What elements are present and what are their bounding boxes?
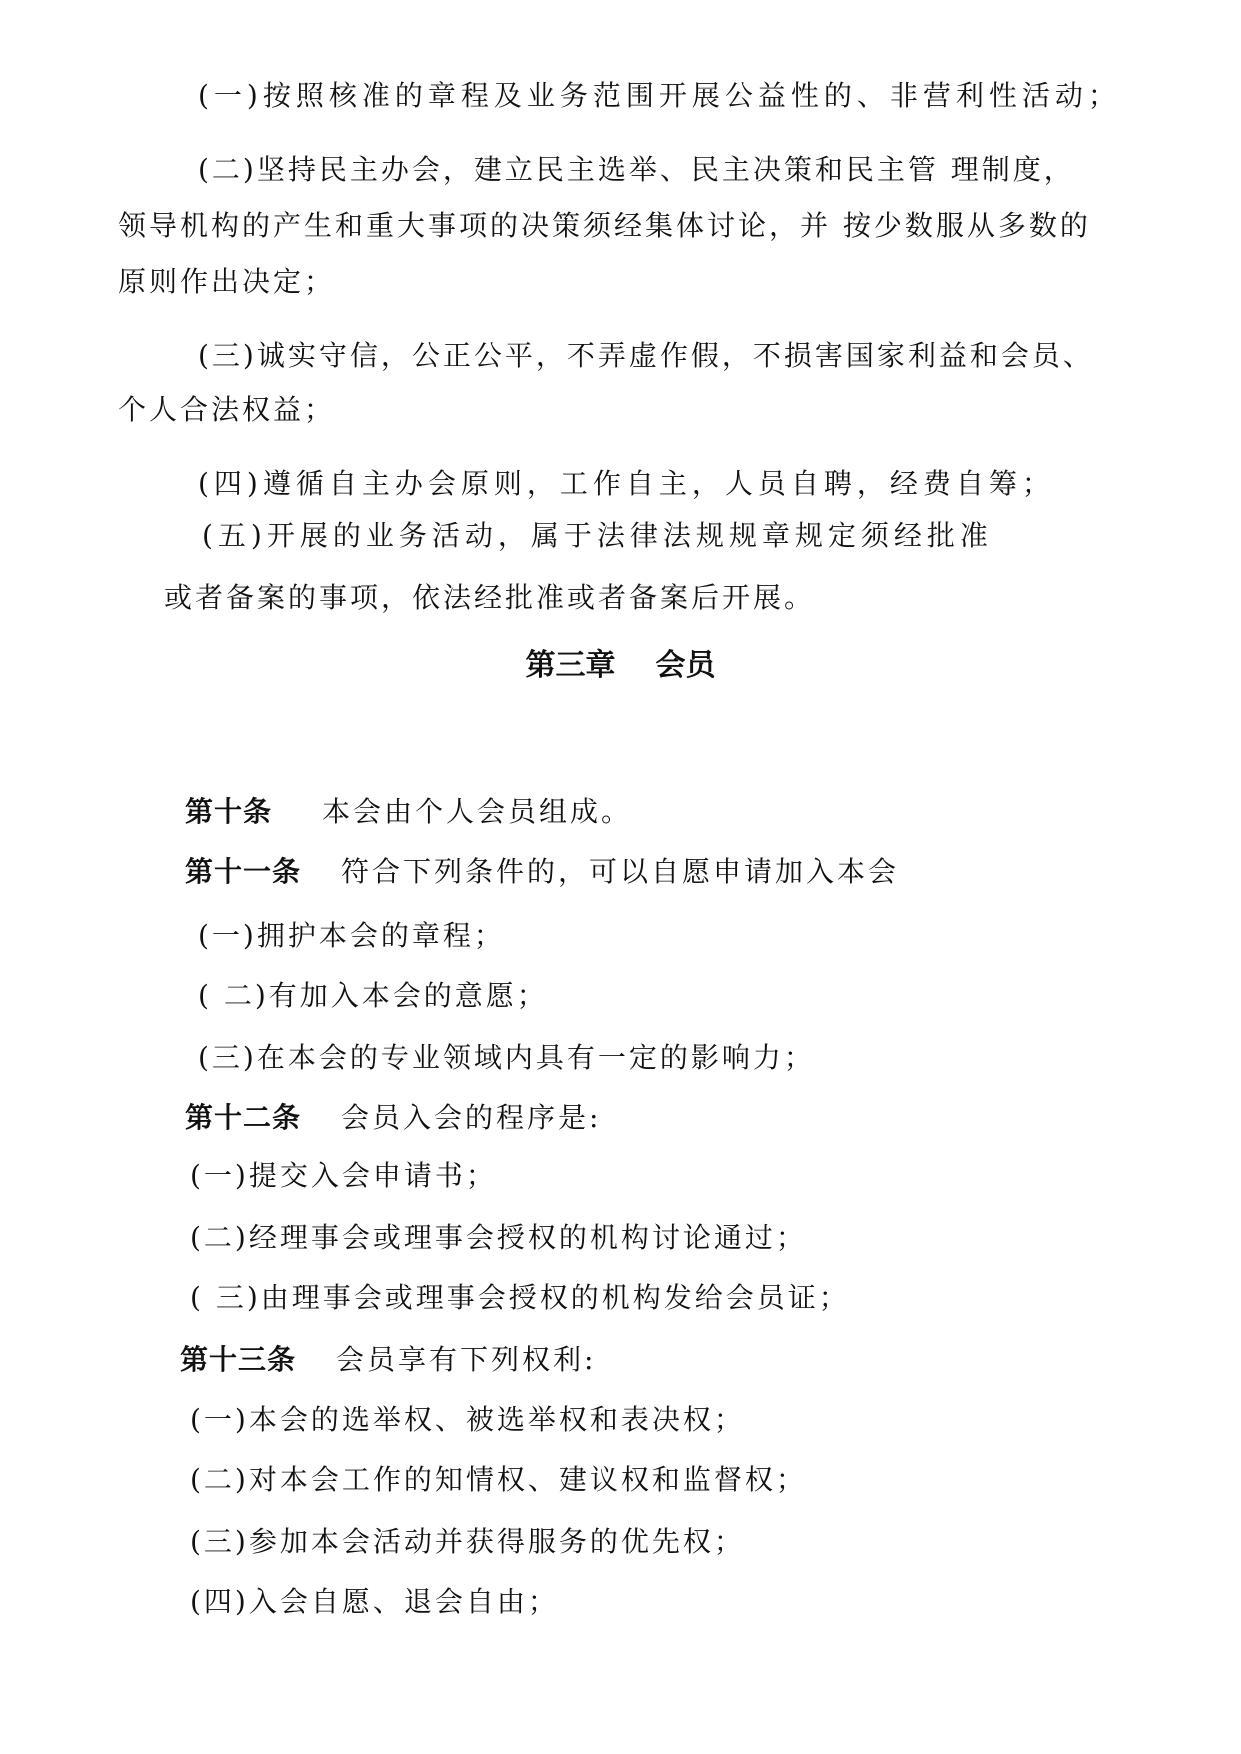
list-item-continuation: 原则作出决定； xyxy=(118,265,336,298)
list-item-continuation: 领导机构的产生和重大事项的决策须经集体讨论，并 按少数服从多数的 xyxy=(118,209,1091,242)
article-text: 本会由个人会员组成。 xyxy=(322,795,633,828)
list-item: (三)参加本会活动并获得服务的优先权； xyxy=(190,1525,745,1558)
list-item: (四)遵循自主办会原则，工作自主，人员自聘，经费自筹； xyxy=(198,467,1055,500)
article-heading: 第十条 xyxy=(185,795,273,828)
article-10 xyxy=(185,794,632,830)
chapter-number: 第三章 xyxy=(525,648,616,683)
list-item-continuation: 或者备案的事项，依法经批准或者备案后开展。 xyxy=(164,581,816,614)
chapter-title: 会员 xyxy=(655,648,716,683)
article-13 xyxy=(180,1342,596,1378)
list-item: (一)拥护本会的章程； xyxy=(198,919,505,952)
chapter-heading xyxy=(0,648,1241,684)
article-heading: 第十一条 xyxy=(185,855,302,888)
list-item: (三)在本会的专业领域内具有一定的影响力； xyxy=(198,1041,815,1074)
article-12 xyxy=(185,1100,601,1136)
list-item: ( 三)由理事会或理事会授权的机构发给会员证； xyxy=(190,1281,850,1314)
article-text: 会员入会的程序是: xyxy=(341,1101,602,1134)
article-text: 会员享有下列权利: xyxy=(336,1343,597,1376)
list-item: (二)对本会工作的知情权、建议权和监督权； xyxy=(190,1463,807,1496)
list-item: (四)入会自愿、退会自由； xyxy=(190,1585,559,1618)
article-text: 符合下列条件的，可以自愿申请加入本会 xyxy=(341,855,900,888)
list-item: ( 二)有加入本会的意愿； xyxy=(198,979,548,1012)
list-item-continuation: 个人合法权益； xyxy=(118,393,336,426)
article-11 xyxy=(185,854,899,890)
list-item: (二)坚持民主办会，建立民主选举、民主决策和民主管 理制度， xyxy=(198,153,1075,186)
article-heading: 第十三条 xyxy=(180,1343,297,1376)
list-item: (五)开展的业务活动，属于法律法规规章规定须经批准 xyxy=(202,519,993,552)
list-item: (三)诚实守信，公正公平，不弄虚作假，不损害国家利益和会员、 xyxy=(198,339,1094,372)
list-item: (一)按照核准的章程及业务范围开展公益性的、非营利性活动； xyxy=(198,79,1121,112)
article-heading: 第十二条 xyxy=(185,1101,302,1134)
list-item: (一)本会的选举权、被选举权和表决权； xyxy=(190,1403,745,1436)
list-item: (二)经理事会或理事会授权的机构讨论通过； xyxy=(190,1221,807,1254)
list-item: (一)提交入会申请书； xyxy=(190,1159,497,1192)
